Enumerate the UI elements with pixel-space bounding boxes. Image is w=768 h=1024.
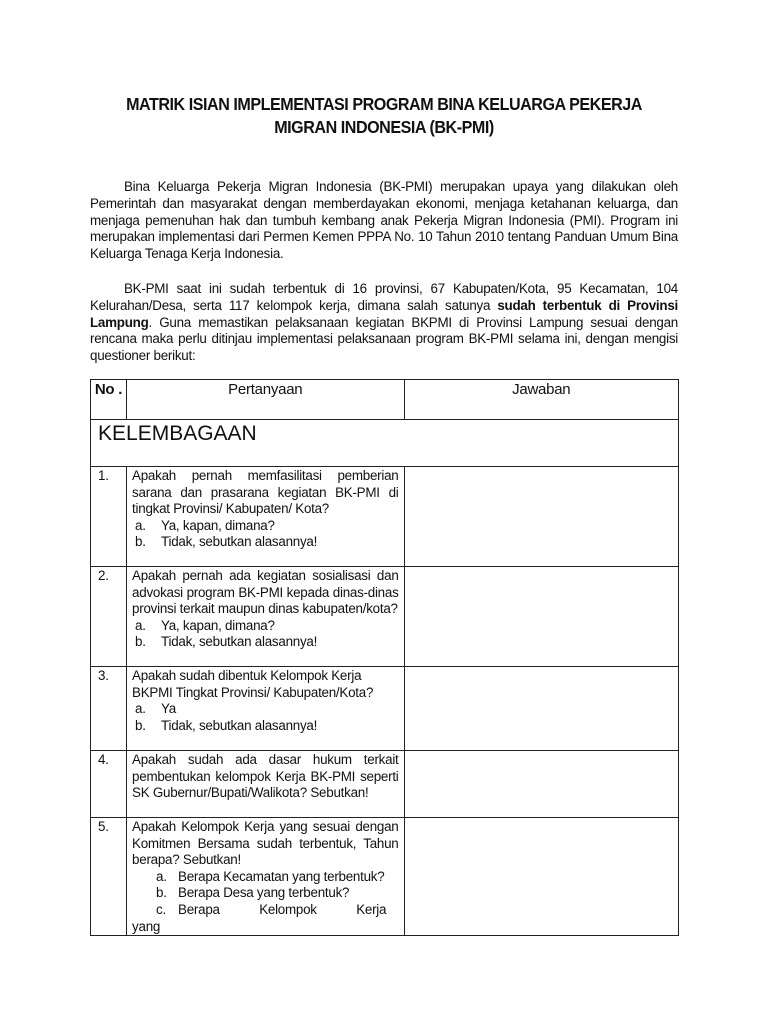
table-header-row [91,380,679,420]
table-row [91,818,679,936]
question-cell [127,818,404,936]
option-item: b. Berapa Desa yang terbentuk? [156,885,350,901]
table-row [91,667,679,751]
question-text: Apakah Kelompok Kerja yang sesuai dengan Komitmen Bersama sudah terbentuk, Tahun berapa? Sebutkan! [132,819,399,868]
header-answer: Jawaban [404,380,678,420]
question-cell [127,467,404,567]
table-row [91,567,679,667]
question-text: Apakah pernah ada kegiatan sosialisasi dan advokasi program BK-PMI kepada dinas-dinas provinsi terkait maupun dinas kabupaten/kota? [132,568,399,617]
header-question: Pertanyaan [127,380,404,420]
question-text: Apakah sudah dibentuk Kelompok Kerja BKPMI Tingkat Provinsi/ Kabupaten/Kota? [132,668,374,700]
section-title: KELEMBAGAAN [98,422,257,445]
row-number: 1. [98,468,109,483]
question-cell [127,667,404,751]
table-row [91,751,679,818]
row-number: 5. [98,819,109,834]
title-line-1: MATRIK ISIAN IMPLEMENTASI PROGRAM BINA KELUARGA PEKERJA [126,94,642,114]
option-item: a. Berapa Kecamatan yang terbentuk? [156,868,385,884]
option-item: a. Ya [135,701,176,717]
question-cell [127,751,404,818]
document-title [114,93,655,139]
table-row [91,467,679,567]
answer-cell[interactable] [404,751,678,818]
intro-paragraph: Bina Keluarga Pekerja Migran Indonesia (BK-PMI) merupakan upaya yang dilakukan oleh Pemerintah dan masyarakat dengan memberdayakan ekonomi, menjaga ketahanan keluarga, dan menjaga pemenuhan hak dan tumbuh kembang anak Pekerja Migran Indonesia (PMI). Program ini merupakan implementasi dari Permen Kemen PPPA No. 10 Tahun 2010 tentang Panduan Umum Bina Keluarga Tenaga Kerja Indonesia. [90,179,678,262]
answer-cell[interactable] [404,567,678,667]
answer-cell[interactable] [404,667,678,751]
option-item: b. Tidak, sebutkan alasannya! [135,634,318,650]
question-text: Apakah pernah memfasilitasi pemberian sarana dan prasarana kegiatan BK-PMI di tingkat Provinsi/ Kabupaten/ Kota? [132,468,399,517]
row-number: 3. [98,668,109,683]
option-item: b. Tidak, sebutkan alasannya! [135,534,318,550]
title-line-2: MIGRAN INDONESIA (BK-PMI) [274,117,494,137]
question-cell [127,567,404,667]
row-number: 2. [98,568,109,583]
option-item: b. Tidak, sebutkan alasannya! [135,717,318,733]
questionnaire-table [90,379,679,936]
status-paragraph-end: . Guna memastikan pelaksanaan kegiatan BKPMI di Provinsi Lampung sesuai dengan rencana maka perlu ditinjau implementasi pelaksanaan program BK-PMI selama ini, dengan mengisi questioner berikut: [90,314,678,364]
option-item: c. Berapa Kelompok Kerja yang [132,901,387,934]
option-item: a. Ya, kapan, dimana? [135,517,275,533]
header-no: No . [91,380,127,420]
answer-cell[interactable] [404,467,678,567]
option-item: a. Ya, kapan, dimana? [135,617,275,633]
question-text: Apakah sudah ada dasar hukum terkait pembentukan kelompok Kerja BK-PMI seperti SK Gubernur/Bupati/Walikota? Sebutkan! [132,752,399,801]
answer-cell[interactable] [404,818,678,936]
status-paragraph [90,281,678,365]
section-row [91,420,679,467]
status-paragraph-start: BK-PMI saat ini sudah terbentuk di 16 provinsi, 67 Kabupaten/Kota, 95 Kecamatan, 104 Kelurahan/Desa, serta 117 kelompok kerja, dimana salah satunya [90,281,678,313]
row-number: 4. [98,752,109,767]
status-paragraph-bold: sudah terbentuk di Provinsi Lampung [90,297,679,330]
